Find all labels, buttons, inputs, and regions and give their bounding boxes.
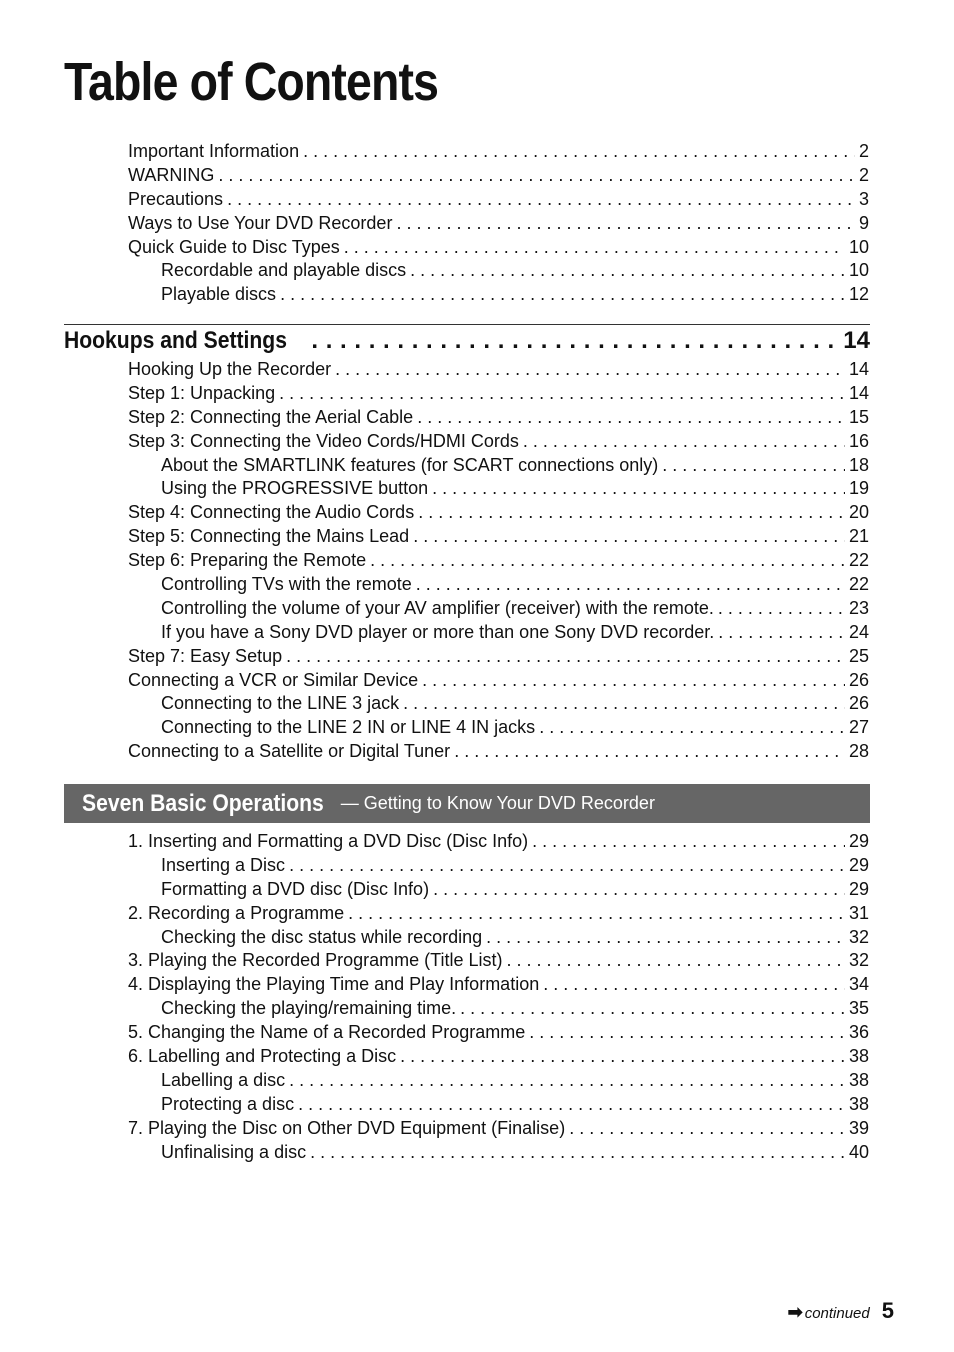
toc-entry[interactable] <box>128 1069 869 1093</box>
toc-entry-page: 31 <box>848 902 869 923</box>
toc-entry-label: 5. Changing the Name of a Recorded Programme <box>128 1022 526 1043</box>
toc-entry[interactable] <box>128 926 869 950</box>
section-banner-basic-operations <box>64 784 870 823</box>
toc-entry-label: 3. Playing the Recorded Programme (Title List) <box>128 950 503 971</box>
toc-entry[interactable] <box>128 669 869 693</box>
toc-entry[interactable] <box>128 525 869 549</box>
toc-entry-label: Controlling the volume of your AV amplifier (receiver) with the remote. <box>161 597 714 618</box>
toc-entry[interactable] <box>128 597 869 621</box>
leader-dots <box>335 358 845 382</box>
section-banner-subtitle: — Getting to Know Your DVD Recorder <box>340 793 655 813</box>
toc-entry[interactable] <box>128 236 869 260</box>
toc-entry-page: 38 <box>848 1069 869 1090</box>
toc-entry-page: 2 <box>858 164 869 185</box>
leader-dots <box>433 878 845 902</box>
leader-dots <box>413 525 845 549</box>
leader-dots <box>286 645 845 669</box>
toc-entry-page: 2 <box>858 141 869 161</box>
toc-entry-page: 14 <box>848 382 869 403</box>
toc-entry[interactable] <box>128 283 869 307</box>
toc-entry[interactable] <box>128 501 869 525</box>
section-banner-title: Seven Basic Operations <box>82 789 324 817</box>
toc-entry-page: 32 <box>848 926 869 947</box>
toc-entry-label: Checking the playing/remaining time. <box>161 998 457 1019</box>
toc-entry-page: 29 <box>848 854 869 875</box>
toc-entry-page: 23 <box>848 597 869 618</box>
toc-entry-page: 36 <box>848 1022 869 1043</box>
toc-entry[interactable] <box>128 1021 869 1045</box>
toc-entry-label: Controlling TVs with the remote <box>161 574 412 595</box>
toc-entry-page: 40 <box>848 1141 869 1162</box>
toc-entry-label: About the SMARTLINK features (for SCART connections only) <box>161 454 659 475</box>
toc-entry[interactable] <box>128 902 869 926</box>
leader-dots <box>344 236 845 260</box>
leader-dots <box>718 621 845 645</box>
toc-entry-page: 10 <box>848 236 869 257</box>
leader-dots <box>403 692 845 716</box>
toc-entry-page: 39 <box>848 1117 869 1138</box>
leader-dots <box>279 382 845 406</box>
leader-dots <box>569 1117 845 1141</box>
leader-dots <box>417 406 845 430</box>
leader-dots <box>396 212 855 236</box>
leader-dots <box>418 501 845 525</box>
leader-dots <box>348 902 845 926</box>
page-number: 5 <box>881 1298 894 1323</box>
toc-entry[interactable] <box>128 854 869 878</box>
leader-dots <box>410 259 845 283</box>
toc-entry[interactable] <box>128 259 869 283</box>
leader-dots <box>280 283 845 307</box>
leader-dots <box>310 1141 845 1165</box>
toc-entry-page: 16 <box>848 430 869 451</box>
section-heading-page: 14 <box>843 327 870 354</box>
leader-dots <box>718 597 845 621</box>
toc-entry[interactable] <box>128 1141 869 1165</box>
toc-entry-page: 25 <box>848 645 869 666</box>
leader-dots <box>539 716 845 740</box>
section-heading-hookups[interactable] <box>64 327 870 357</box>
toc-entry[interactable] <box>128 949 869 973</box>
leader-dots <box>454 740 845 764</box>
toc-entry-page: 22 <box>848 550 869 571</box>
leader-dots <box>460 997 845 1021</box>
section-heading-label: Hookups and Settings <box>64 327 287 354</box>
toc-entry[interactable] <box>128 430 869 454</box>
leader-dots <box>422 669 845 693</box>
toc-entry[interactable] <box>128 740 869 764</box>
toc-entry[interactable] <box>128 716 869 740</box>
toc-entry-label: 7. Playing the Disc on Other DVD Equipment (Finalise) <box>128 1117 566 1138</box>
leader-dots <box>218 164 855 188</box>
toc-entry-label: Step 7: Easy Setup <box>128 645 283 666</box>
toc-entry[interactable] <box>128 212 869 236</box>
toc-entry[interactable] <box>128 621 869 645</box>
toc-entry-label: If you have a Sony DVD player or more than one Sony DVD recorder. <box>161 621 715 642</box>
leader-dots <box>432 477 845 501</box>
toc-entry-page: 35 <box>848 998 869 1019</box>
leader-dots <box>532 830 845 854</box>
toc-entry-label: Step 6: Preparing the Remote <box>128 550 367 571</box>
toc-entry[interactable] <box>128 645 869 669</box>
toc-entry-label: 1. Inserting and Formatting a DVD Disc (Disc Info) <box>128 831 529 851</box>
toc-entry[interactable] <box>128 1045 869 1069</box>
toc-entry-page: 20 <box>848 502 869 523</box>
toc-entry[interactable] <box>128 973 869 997</box>
toc-entry[interactable] <box>128 164 869 188</box>
toc-entry-label: Connecting to a Satellite or Digital Tuner <box>128 741 451 762</box>
toc-entry[interactable] <box>128 140 869 164</box>
toc-entry-label: Hooking Up the Recorder <box>128 359 332 379</box>
toc-entry-page: 26 <box>848 669 869 690</box>
toc-entry-label: Step 4: Connecting the Audio Cords <box>128 502 415 523</box>
toc-entry-page: 15 <box>848 406 869 427</box>
toc-entry-page: 12 <box>848 284 869 305</box>
toc-entry-label: 4. Displaying the Playing Time and Play Information <box>128 974 540 995</box>
toc-entry-label: WARNING <box>128 164 215 185</box>
toc-entry-label: Using the PROGRESSIVE button <box>161 478 429 499</box>
toc-entry-page: 24 <box>848 621 869 642</box>
toc-entry[interactable] <box>128 997 869 1021</box>
toc-entry-page: 10 <box>848 260 869 281</box>
toc-entry-page: 32 <box>848 950 869 971</box>
toc-entry-label: 6. Labelling and Protecting a Disc <box>128 1046 397 1067</box>
toc-entry-page: 21 <box>848 526 869 547</box>
toc-entry-label: Formatting a DVD disc (Disc Info) <box>161 878 430 899</box>
leader-dots <box>227 188 855 212</box>
toc-entry[interactable] <box>128 573 869 597</box>
toc-entry-page: 9 <box>858 212 869 233</box>
toc-entry-label: Connecting to the LINE 2 IN or LINE 4 IN jacks <box>161 717 536 738</box>
toc-entry[interactable] <box>128 188 869 212</box>
toc-entry-label: Step 1: Unpacking <box>128 382 276 403</box>
leader-dots <box>303 140 855 164</box>
toc-entry-page: 29 <box>848 878 869 899</box>
toc-entry[interactable] <box>128 549 869 573</box>
toc-entry-label: Connecting a VCR or Similar Device <box>128 669 419 690</box>
toc-entry-page: 19 <box>848 478 869 499</box>
leader-dots <box>289 854 845 878</box>
toc-entry-page: 29 <box>848 831 869 851</box>
toc-entry-label: Step 5: Connecting the Mains Lead <box>128 526 410 547</box>
toc-entry-label: Protecting a disc <box>161 1093 295 1114</box>
leader-dots <box>370 549 845 573</box>
leader-dots <box>523 430 845 454</box>
toc-entry[interactable] <box>128 406 869 430</box>
toc-intro-list <box>128 140 869 307</box>
arrow-right-icon: ➡ <box>787 1302 803 1322</box>
toc-entry-label: Recordable and playable discs <box>161 260 407 281</box>
leader-dots <box>298 1093 845 1117</box>
toc-entry-label: Connecting to the LINE 3 jack <box>161 693 400 714</box>
toc-entry-label: Important Information <box>128 141 300 161</box>
page-title: Table of Contents <box>64 52 439 112</box>
toc-entry-page: 27 <box>848 717 869 738</box>
toc-entry-page: 28 <box>848 741 869 762</box>
toc-entry-page: 38 <box>848 1046 869 1067</box>
toc-entry-label: Playable discs <box>161 284 277 305</box>
leader-dots <box>289 1069 845 1093</box>
leader-dots <box>543 973 845 997</box>
toc-entry-label: Step 2: Connecting the Aerial Cable <box>128 406 414 427</box>
toc-entry-page: 3 <box>858 188 869 209</box>
leader-dots <box>662 454 845 478</box>
leader-dots <box>486 926 845 950</box>
toc-entry-label: Unfinalising a disc <box>161 1141 307 1162</box>
toc-basic-operations-list <box>128 830 869 1164</box>
toc-entry-label: 2. Recording a Programme <box>128 902 345 923</box>
toc-entry-label: Inserting a Disc <box>161 854 286 875</box>
page-footer <box>788 1298 894 1324</box>
toc-entry[interactable] <box>128 382 869 406</box>
toc-entry-page: 14 <box>848 359 869 379</box>
toc-entry[interactable] <box>128 878 869 902</box>
continued-label: continued <box>804 1305 870 1322</box>
toc-hookups-list <box>128 358 869 764</box>
leader-dots <box>311 327 835 355</box>
toc-entry[interactable] <box>128 1093 869 1117</box>
toc-entry[interactable] <box>128 454 869 478</box>
toc-entry-label: Step 3: Connecting the Video Cords/HDMI Cords <box>128 430 519 451</box>
toc-entry-label: Quick Guide to Disc Types <box>128 236 340 257</box>
toc-entry-label: Precautions <box>128 188 224 209</box>
toc-entry[interactable] <box>128 1117 869 1141</box>
leader-dots <box>529 1021 845 1045</box>
toc-entry-page: 38 <box>848 1093 869 1114</box>
toc-entry-label: Labelling a disc <box>161 1069 286 1090</box>
leader-dots <box>416 573 845 597</box>
leader-dots <box>400 1045 845 1069</box>
toc-entry-page: 18 <box>848 454 869 475</box>
toc-entry[interactable] <box>128 358 869 382</box>
section-divider <box>64 324 870 325</box>
leader-dots <box>506 949 844 973</box>
toc-entry-page: 26 <box>848 693 869 714</box>
toc-entry-page: 22 <box>848 574 869 595</box>
toc-entry-label: Ways to Use Your DVD Recorder <box>128 212 393 233</box>
toc-entry-label: Checking the disc status while recording <box>161 926 483 947</box>
toc-entry-page: 34 <box>848 974 869 995</box>
toc-entry[interactable] <box>128 692 869 716</box>
toc-entry[interactable] <box>128 830 869 854</box>
toc-entry[interactable] <box>128 477 869 501</box>
